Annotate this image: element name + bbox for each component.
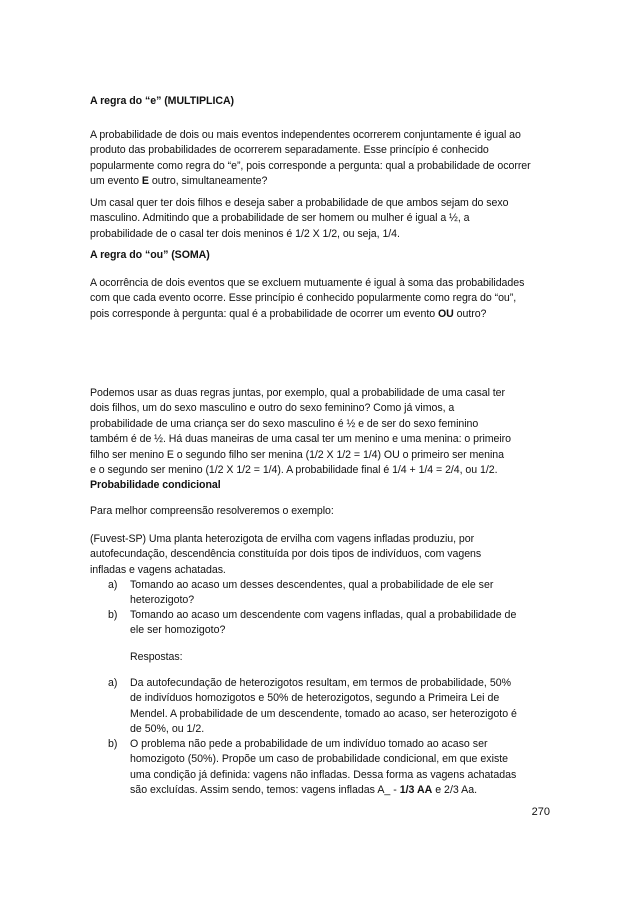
text-run: outro, simultaneamente?: [148, 175, 268, 188]
text-run: e 2/3 Aa.: [432, 784, 478, 797]
section-heading-soma: A regra do “ou” (SOMA): [90, 249, 210, 261]
text-line: [130, 783, 516, 798]
text-line: com que cada evento ocorre. Esse princípio é conhecido popularmente como regra do “ou”,: [90, 292, 517, 305]
text-line: probabilidade de o casal ter dois meninos é 1/2 X 1/2, ou seja, 1/4.: [90, 227, 400, 240]
text-line: e o segundo ser menino (1/2 X 1/2 = 1/4). A probabilidade final é 1/4 + 1/4 = 2/4, ou 1/2.: [90, 464, 498, 477]
list-item-text: [130, 608, 516, 639]
text-line: Mendel. A probabilidade de um descendente, tomado ao acaso, ser heterozigoto é: [130, 707, 517, 720]
list-item-text: [130, 737, 516, 799]
text-line: masculino. Admitindo que a probabilidade de ser homem ou mulher é igual a ½, a: [90, 212, 470, 225]
list-marker: b): [108, 738, 118, 750]
text-line: uma condição já definida: vagens não infladas. Dessa forma as vagens achatadas: [130, 768, 517, 781]
list-item-answer-a: [108, 676, 548, 738]
list-marker: a): [108, 677, 118, 689]
list-item-question-a: [108, 578, 548, 609]
text-line: dois filhos, um do sexo masculino e outro do sexo feminino? Como já vimos, a: [90, 402, 455, 415]
paragraph-intro: Para melhor compreensão resolveremos o exemplo:: [90, 505, 334, 517]
text-run: pois corresponde à pergunta: qual é a probabilidade de ocorrer um evento: [90, 307, 438, 320]
text-line: Podemos usar as duas regras juntas, por exemplo, qual a probabilidade de uma casal ter: [90, 387, 505, 399]
list-item-question-b: [108, 608, 548, 639]
section-heading-multiplica: A regra do “e” (MULTIPLICA): [90, 95, 235, 107]
text-run: são excluídas. Assim sendo, temos: vagens infladas A_ -: [130, 784, 400, 797]
text-line: popularmente como regra do “e”, pois corresponde a pergunta: qual a probabilidade de ocorrer: [90, 159, 531, 172]
list-item-text: [130, 676, 517, 738]
text-line: A ocorrência de dois eventos que se excluem mutuamente é igual à soma das probabilidades: [90, 277, 525, 289]
text-line: A probabilidade de dois ou mais eventos independentes ocorrerem conjuntamente é igual ao: [90, 129, 521, 141]
text-line: Um casal quer ter dois filhos e deseja saber a probabilidade de que ambos sejam do sexo: [90, 197, 509, 209]
text-line: infladas e vagens achatadas.: [90, 563, 226, 576]
text-line: de indivíduos homozigotos e 50% de heterozigotos, segundo a Primeira Lei de: [130, 692, 500, 705]
answers-label: Respostas:: [130, 651, 183, 663]
text-run: outro?: [453, 307, 487, 320]
text-line: Tomando ao acaso um desses descendentes, qual a probabilidade de ele ser: [130, 579, 494, 591]
text-line: de 50%, ou 1/2.: [130, 723, 205, 736]
paragraph-soma-definition: [90, 276, 552, 322]
list-item-text: [130, 578, 493, 609]
section-heading-condicional: Probabilidade condicional: [90, 479, 221, 491]
text-line: heterozigoto?: [130, 594, 195, 607]
paragraph-multiplica-definition: [90, 128, 552, 190]
text-line: Tomando ao acaso um descendente com vagens infladas, qual a probabilidade de: [130, 609, 517, 621]
text-line: Da autofecundação de heterozigotos resultam, em termos de probabilidade, 50%: [130, 677, 512, 689]
bold-genotype-aa: 1/3 AA: [399, 784, 433, 797]
text-line: [90, 174, 552, 189]
list-marker: a): [108, 579, 118, 591]
text-line: ele ser homozigoto?: [130, 624, 226, 637]
paragraph-problem: [90, 532, 552, 578]
text-run: um evento: [90, 175, 142, 188]
text-line: também é de ½. Há duas maneiras de uma casal ter um menino e uma menina: o primeiro: [90, 433, 511, 446]
bold-keyword-ou: OU: [437, 307, 454, 320]
text-line: produto das probabilidades de ocorrerem separadamente. Esse princípio é conhecido: [90, 144, 489, 157]
list-item-answer-b: [108, 737, 548, 799]
text-line: [90, 307, 552, 322]
text-line: O problema não pede a probabilidade de um indivíduo tomado ao acaso ser: [130, 738, 488, 750]
list-marker: b): [108, 609, 118, 621]
paragraph-soma-example: [90, 386, 552, 478]
bold-keyword-e: E: [141, 175, 149, 188]
text-line: homozigoto (50%). Propõe um caso de probabilidade condicional, em que existe: [130, 753, 509, 766]
text-line: filho ser menino E o segundo filho ser menina (1/2 X 1/2 = 1/4) OU o primeiro ser menina: [90, 448, 504, 461]
text-line: autofecundação, descendência constituída por dois tipos de indivíduos, com vagens: [90, 548, 482, 561]
paragraph-multiplica-example: [90, 196, 552, 242]
text-line: (Fuvest-SP) Uma planta heterozigota de ervilha com vagens infladas produziu, por: [90, 533, 475, 545]
text-line: probabilidade de uma criança ser do sexo masculino é ½ e de ser do sexo feminino: [90, 417, 479, 430]
page-number: 270: [531, 806, 550, 818]
